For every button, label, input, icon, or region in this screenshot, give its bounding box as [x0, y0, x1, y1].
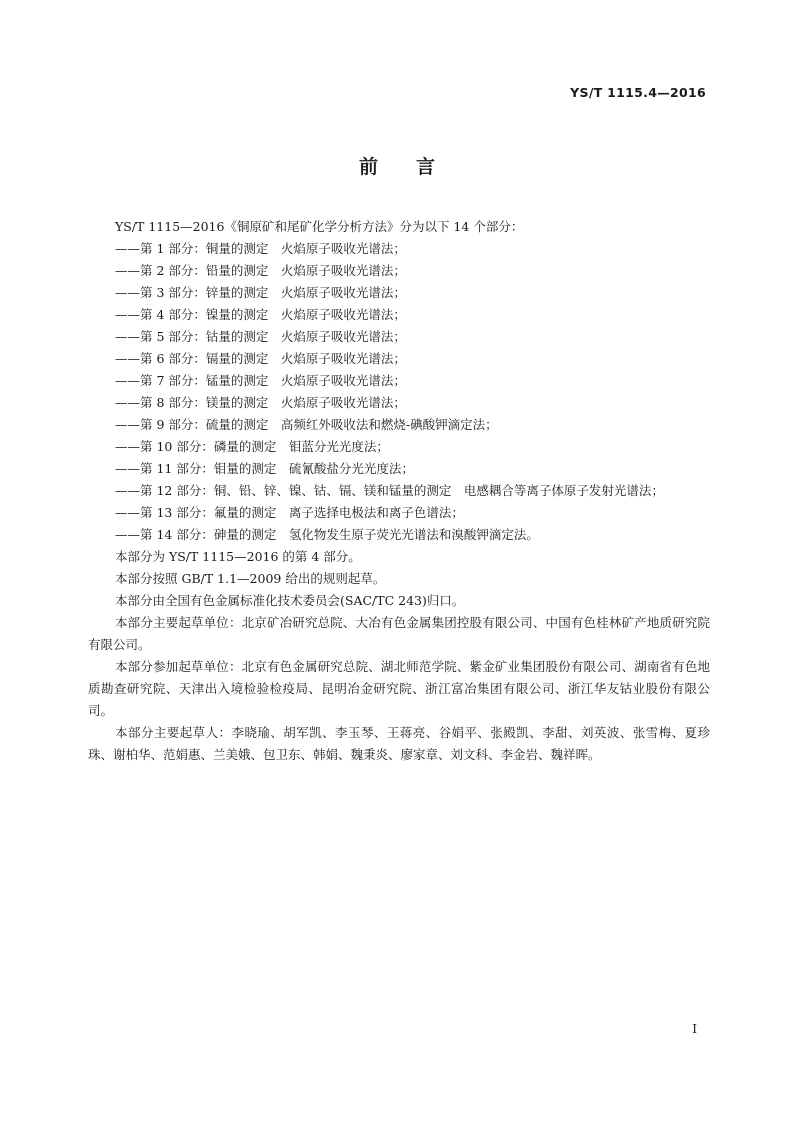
- participating-units: 本部分参加起草单位：北京有色金属研究总院、湖北师范学院、紫金矿业集团股份有限公司、湖南省有色地质勘查研究院、天津出入境检验检疫局、昆明冶金研究院、浙江富冶集团有限公司、浙江华友钴业股份有限公司。: [88, 659, 710, 718]
- part-list-item: ——第 11 部分：钼量的测定 硫氰酸盐分光光度法；: [115, 461, 414, 476]
- standard-code: YS/T 1115.4—2016: [570, 85, 706, 100]
- part-of-statement: 本部分为 YS/T 1115—2016 的第 4 部分。: [115, 549, 361, 564]
- part-list-item: ——第 13 部分：氟量的测定 离子选择电极法和离子色谱法；: [115, 505, 464, 520]
- part-list-item: ——第 10 部分：磷量的测定 钼蓝分光光度法；: [115, 439, 389, 454]
- rules-statement: 本部分按照 GB/T 1.1—2009 给出的规则起草。: [115, 571, 386, 586]
- part-list-item: ——第 8 部分：镁量的测定 火焰原子吸收光谱法；: [115, 395, 406, 410]
- page-title: 前言: [358, 156, 473, 178]
- part-list-item: ——第 5 部分：钴量的测定 火焰原子吸收光谱法；: [115, 329, 406, 344]
- part-list-item: ——第 1 部分：铜量的测定 火焰原子吸收光谱法；: [115, 241, 406, 256]
- part-list-item: ——第 12 部分：铜、铅、锌、镍、钴、镉、镁和锰量的测定 电感耦合等离子体原子发射光谱法；: [115, 483, 664, 498]
- main-drafting-units: 本部分主要起草单位：北京矿冶研究总院、大冶有色金属集团控股有限公司、中国有色桂林矿产地质研究院有限公司。: [88, 615, 710, 652]
- drafters: 本部分主要起草人：李晓瑜、胡军凯、李玉琴、王蒋亮、谷娟平、张殿凯、李甜、刘英波、张雪梅、夏珍珠、谢柏华、范娟惠、兰美娥、包卫东、韩娟、魏秉炎、廖家章、刘文科、李金岩、魏祥晖。: [88, 725, 710, 762]
- part-list-item: ——第 3 部分：锌量的测定 火焰原子吸收光谱法；: [115, 285, 406, 300]
- centralized-statement: 本部分由全国有色金属标准化技术委员会(SAC/TC 243)归口。: [115, 593, 465, 608]
- intro-paragraph: YS/T 1115—2016《铜原矿和尾矿化学分析方法》分为以下 14 个部分：: [115, 219, 524, 234]
- part-list-item: ——第 6 部分：镉量的测定 火焰原子吸收光谱法；: [115, 351, 406, 366]
- part-list-item: ——第 2 部分：铅量的测定 火焰原子吸收光谱法；: [115, 263, 406, 278]
- part-list-item: ——第 7 部分：锰量的测定 火焰原子吸收光谱法；: [115, 373, 406, 388]
- part-list-item: ——第 9 部分：硫量的测定 高频红外吸收法和燃烧-碘酸钾滴定法；: [115, 417, 498, 432]
- part-list-item: ——第 4 部分：镍量的测定 火焰原子吸收光谱法；: [115, 307, 406, 322]
- foreword-body: [88, 216, 710, 766]
- page-number: I: [692, 1022, 697, 1036]
- part-list-item: ——第 14 部分：砷量的测定 氢化物发生原子荧光光谱法和溴酸钾滴定法。: [115, 527, 539, 542]
